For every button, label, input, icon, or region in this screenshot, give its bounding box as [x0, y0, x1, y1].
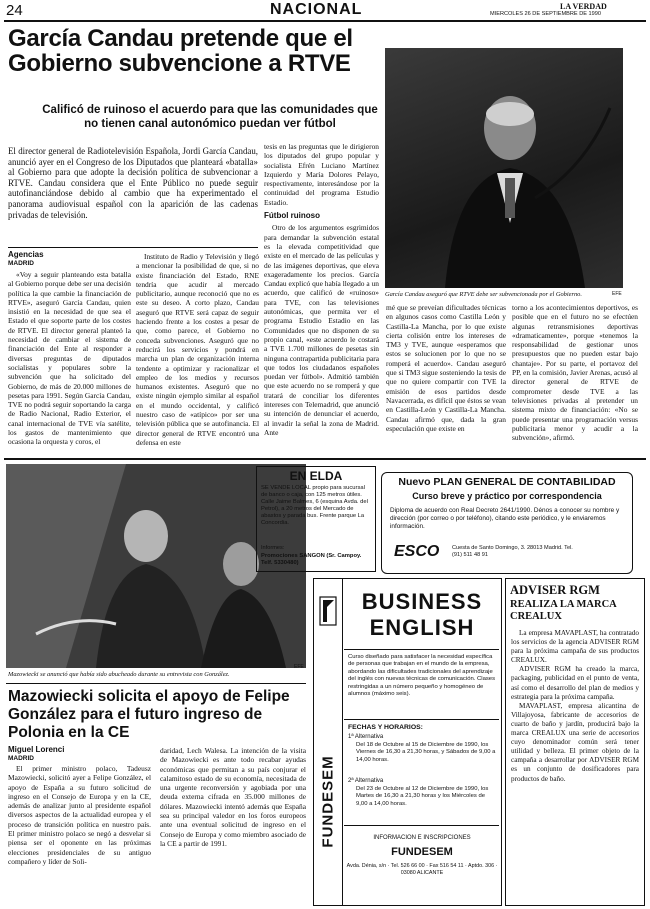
- second-place: MADRID: [8, 755, 34, 762]
- mazowiecki-photo-credit: EFE: [294, 664, 304, 670]
- fundesem-alt1-label: 1ª Alternativa: [348, 734, 384, 740]
- second-col-2: [160, 746, 306, 906]
- ad-esco-subtitle: Curso breve y práctico por correspondencia: [412, 491, 602, 501]
- fundesem-schedule-title: FECHAS Y HORARIOS:: [348, 724, 423, 731]
- fundesem-logo-icon: [314, 593, 342, 633]
- ad-elda-body: SE VENDE LOCAL propio para sucursal de banco o caja, con 125 metros útiles. Calle Jaime Balmes, 6 (esquina Avda. del Petrol), a 20 metros del Mercado de abastos y parada bus. Frente parque La Concordia.: [261, 485, 368, 526]
- candau-photo-caption: García Candau aseguró que RTVE debe ser subvencionada por el Gobierno.: [385, 291, 582, 298]
- fundesem-vertical-name: FUNDESEM: [319, 755, 337, 848]
- second-col-1: [8, 764, 151, 906]
- adviser-p2: ADVISER RGM ha creado la marca, packaging, publicidad en el punto de venta, así como el desarrollo del plan de medios y estrategia para la próxima campaña.: [511, 665, 639, 701]
- main-col-2-text: Instituto de Radio y Televisión y llegó a mencionar la posibilidad de que, si no existe financiación del Estado, RNE tendría que acudir al mercado publicitario, aunque reconoció que no es este su deseo. A corto plazo, Candau aseguró que RTVE será capaz de seguir haciendo frente a los costes a pesar de que, como parece, el Gobierno no conceda subvenciones. Aseguró que no reducirá los servicios y pondrá en marcha un plan de organización interna tendente a optimizar y racionalizar el empleo de los medios y recursos humanos existentes. Aseguró que no existe ningún ejemplo similar al español en el mundo occidental, y calificó nuestro caso de «atípico» por ser una televisión pública que se autofinancia. El director general de RTVE encontró una defensa en este: [136, 252, 259, 447]
- main-subheadline: Calificó de ruinoso el acuerdo para que las comunidades que no tienen canal autonómico puedan ver fútbol: [42, 104, 378, 130]
- fundesem-alt2: Del 23 de Octubre al 12 de Diciembre de 1990, los Martes de 16,30 a 21,30 horas y los Miércoles de 9,00 a 14,00 horas.: [356, 786, 489, 807]
- fundesem-title-2: ENGLISH: [369, 615, 475, 640]
- header-rule: [4, 20, 646, 22]
- main-place: MADRID: [8, 260, 34, 267]
- main-byline: Agencias: [8, 250, 44, 259]
- second-byline: Miguel Lorenci: [8, 745, 65, 754]
- publication-name: LA VERDAD: [560, 2, 607, 11]
- main-col-5: [512, 303, 638, 452]
- page-number: 24: [6, 2, 23, 19]
- ad-adviser: [505, 578, 645, 906]
- main-col-1: [8, 270, 131, 452]
- ad-esco-address: Cuesta de Santo Domingo, 3. 28013 Madrid. Tel. (91) 511 48 91: [452, 545, 573, 558]
- adviser-p3: MAVAPLAST, empresa alicantina de Villajoyosa, fabricante de accesorios de cuarto de baño y jardín, producirá bajo la marca CREALUX una serie de accesorios cuyo denominador común será tener utilidad y belleza. El primer objeto de la campaña a desarrollar por ADVISER RGM es un conjunto de dosificadores para productos de baño.: [511, 701, 639, 783]
- main-bottom-rule: [4, 458, 646, 460]
- fundesem-intro: Curso diseñado para satisfacer la necesidad específica de personas que trabajan en el mundo de la empresa, abordando las dificultades tradicionales del aprendizaje del inglés con nuevas técnicas de comunicación. Clases restringidas a un número pequeño y homogéneo de alumnos (máximo seis).: [348, 654, 496, 698]
- fundesem-title-1: BUSINESS: [361, 589, 483, 614]
- second-headline: Mazowiecki solicita el apoyo de Felipe González para el futuro ingreso de Polonia en la CE: [8, 688, 290, 741]
- adviser-p1: La empresa MAVAPLAST, ha contratado los servicios de la agencia ADVISER RGM para la próxima campaña de sus productos CREALUX.: [511, 629, 639, 665]
- ad-esco: [381, 472, 633, 574]
- adviser-title: ADVISER RGM: [510, 583, 600, 597]
- main-subhead: Fútbol ruinoso: [264, 211, 320, 221]
- candau-photo-credit: EFE: [612, 291, 622, 297]
- ad-fundesem: [313, 578, 502, 906]
- ad-esco-title: Nuevo PLAN GENERAL DE CONTABILIDAD: [398, 476, 616, 488]
- fundesem-alt2-label: 2ª Alternativa: [348, 778, 384, 784]
- ad-elda: [256, 466, 376, 572]
- fundesem-org: FUNDESEM: [391, 846, 453, 858]
- ad-esco-logo: ESCO: [394, 543, 440, 560]
- fundesem-address: Avda. Dénia, s/n · Tel. 526 66 00 · Fax 516 54 11 · Aptdo. 306 · 03080 ALICANTE: [346, 863, 498, 876]
- main-col-3b-text: Otro de los argumentos esgrimidos para demandar la subvención estatal es la elevada competitividad que existe en el mercado de las películas y de las imágenes deportivas, que eleva exageradamente los precios. García Candau explicó que había llegado a un acuerdo, que calificó de «ruinoso» para TVE, con las televisiones autonómicas, que permita ver el programa Estudio Estadio en las Comunidades que no disponen de su propio canal, «este acuerdo le costará a TVE 1.700 millones de pesetas sin ninguna contrapartida publicitaria para que todos los ciudadanos españoles puedan ver fútbol». Admitió también que este acuerdo no se romperá y que tratará de conciliar los diferentes intereses con Telemadrid, que anunció su intención de denunciar el acuerdo, al invadir la señal la zona de Madrid. Ante: [264, 223, 379, 437]
- main-col-4-text: mé que se preveían dificultades técnicas en algunos casos como Castilla León y Castilla-La Mancha, por lo que existe cierta colisión entre los intereses de TM3 y TVE, aunque «esperamos que estos se solucionen por lo que no se romperá el acuerdo». Candau aseguró que si TM3 sigue sosteniendo la tesis de que no quiere compartir con TVE la emisión de esos partidos desde Navacerrada, es difícil que éstos se vean en Castilla-León y Castilla-La Mancha. Candau afirmó que, dada la gran especulación que existe en: [386, 303, 506, 433]
- main-col-4: [386, 303, 506, 452]
- main-col-2: [136, 252, 259, 452]
- main-headline: García Candau pretende que el Gobierno subvencione a RTVE: [8, 25, 353, 77]
- second-story-rule: [6, 683, 306, 684]
- fundesem-schedule-rule: [344, 719, 499, 720]
- second-col-2-text: daridad, Lech Walesa. La intención de la visita de Mazowiecki es ante todo recabar ayudas económicas que permitan a su país conjurar el calamitoso estado de su economía, necesitada de una urgente reconversión y agobiada por una deuda externa cifrada en 35.000 millones de dólares. Mazowiecki intentó además que España sea su principal valedor en los foros europeos ante una eventual solicitud de ingreso en el Consejo de Europa y como miembro asociado de la CE a partir de 1991.: [160, 746, 306, 848]
- fundesem-title-rule: [344, 649, 499, 650]
- main-col-1-text: «Voy a seguir planteando esta batalla al Gobierno porque debe ser una decisión política la que cambie la financiación de RTVE», aseguró García Candau, quien insistió en la necesidad de que sea el Estado el que soporte parte de los costes de RTVE. El director general planteó la necesidad de cambiar el sistema de financiación del Ente al responder a diversas preguntas de diputados socialistas y populares sobre la subvención que ha solicitado del Gobierno, de más de 20.000 millones de pesetas para 1991. Según García Candau, TVE no podrá seguir soportando la carga de Radio Nacional, Radio Exterior, el canal internacional de TVE vía satélite, los gastos de mantenimiento que ocasiona la orquesta y coros, el: [8, 270, 131, 447]
- main-col-5-text: torno a los acontecimientos deportivos, es posible que en el futuro no se efectúen algunas retransmisiones deportivas «dramaticamente», porque «tenemos la responsabilidad de gestionar unos presupuestos que no pueden estar bajo chantaje». Por su parte, el portavoz del PP, en la comisión, Javier Arenas, acusó al director general de RTVE de comprometer desde TVE a las televisiones privadas al pretender un sistema mixto de financiación: «No se puede presentar una programación versus publicitaria menor y acudir a la subvención», afirmó.: [512, 303, 638, 443]
- main-col-3-text: tesis en las preguntas que le dirigieron los diputados del grupo popular y socialista Efrén Luciano Martínez Izquierdo y María Dolores Pelayo, respectivamente, interesándose por la continuidad del programa Estudio Estadio.: [264, 142, 379, 207]
- lead-rule: [8, 247, 258, 248]
- main-lead: El director general de Radiotelevisión Española, Jordi García Candau, anunció ayer en el Congreso de los Diputados que planteará «batalla» al Gobierno para que adopte la decisión política de subvencionar a RTVE. Candau considera que el Ente Público no puede seguir autofinanciándose debido al cambio que ha experimentado el panorama audiovisual español con la aparición de las cadenas privadas de televisión.: [8, 146, 258, 220]
- candau-photo-figure: [385, 48, 623, 288]
- ad-elda-contact: Promociones SANGON (Sr. Campoy. Telf. 5330480): [261, 553, 362, 566]
- section-title: NACIONAL: [270, 1, 363, 18]
- second-col-1-text: El primer ministro polaco, Tadeusz Mazowiecki, solicitó ayer a Felipe González, el apoyo de España a su futuro solicitud de ingreso en el Consejo de Europa y en la CE, además de analizar junto al presidente español diversos aspectos de la actualidad europea y el proceso de transición política en nuestro país. El primer ministro polaco se negó a desvelar si piensa ser el oponente en las próximas elecciones presidenciales de su antiguo compañero y líder de Soli-: [8, 764, 151, 866]
- main-col-3: [264, 142, 379, 452]
- adviser-body: [511, 629, 639, 901]
- fundesem-info-rule: [344, 825, 499, 826]
- candau-photo: [385, 48, 623, 288]
- fundesem-alt1: Del 18 de Octubre al 15 de Diciembre de 1990, los Viernes de 16,30 a 21,30 horas, y Sábados de 9,00 a 14,00 horas.: [356, 742, 496, 763]
- ad-elda-info-label: Informes:: [261, 545, 285, 551]
- issue-date: MIERCOLES 26 DE SEPTIEMBRE DE 1990: [490, 11, 601, 17]
- mazowiecki-photo-caption: Mazowiecki se anunció que había sido abucheado durante su entrevista con González.: [8, 671, 230, 678]
- ad-esco-body: Diploma de acuerdo con Real Decreto 2641/1990. Dénos a conocer su nombre y dirección (por correo o por teléfono), citando este periódico, y le enviaremos información.: [390, 507, 620, 530]
- adviser-subtitle: REALIZA LA MARCA CREALUX: [510, 599, 617, 622]
- fundesem-sidebar: [314, 579, 343, 905]
- ad-elda-title: EN ELDA: [289, 469, 343, 483]
- fundesem-info-title: INFORMACION E INSCRIPCIONES: [373, 835, 471, 841]
